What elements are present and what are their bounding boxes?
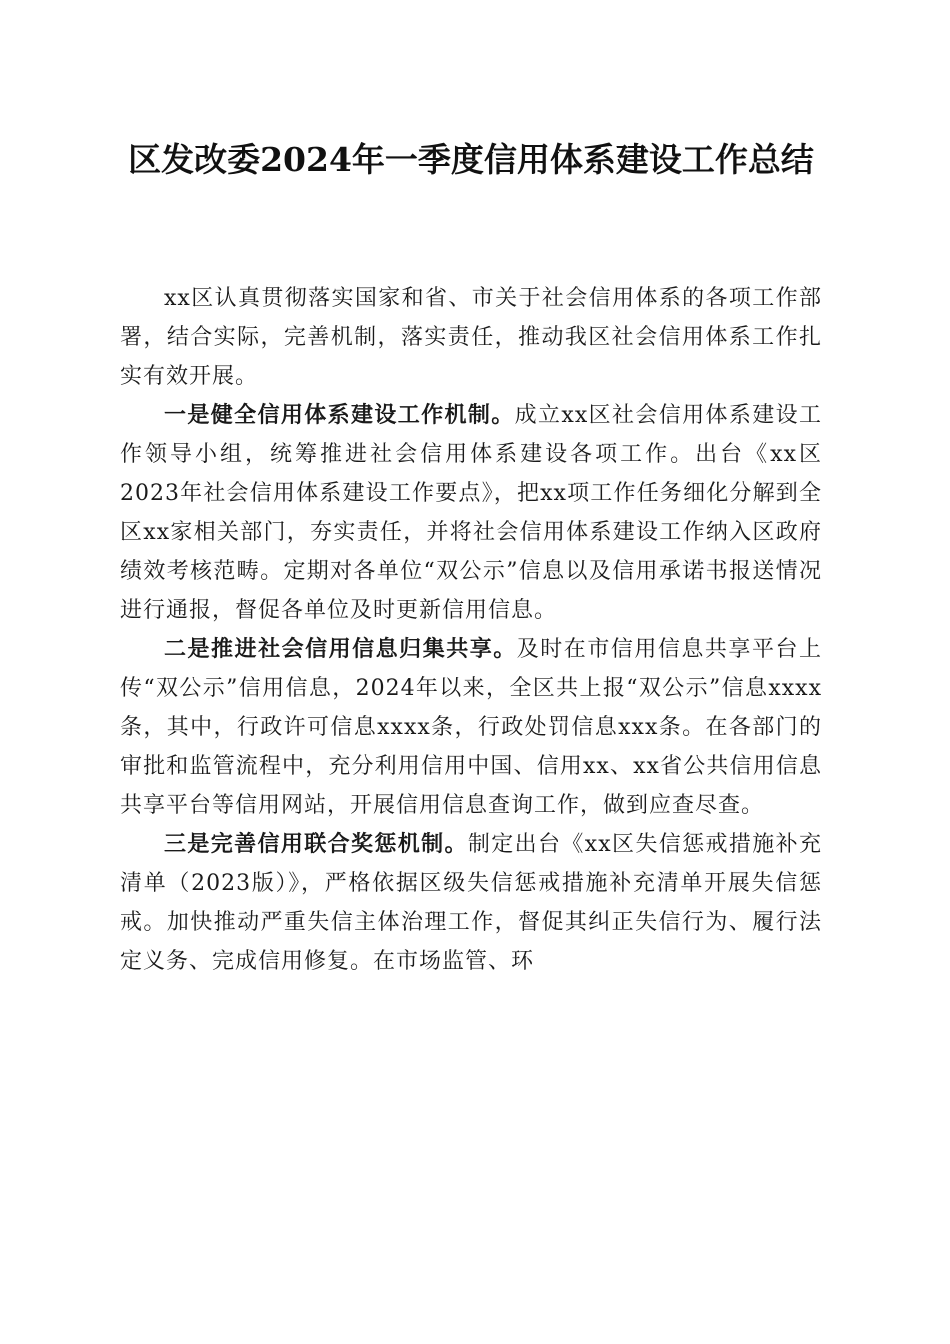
section-text-2: 及时在市信用信息共享平台上传“双公示”信用信息，2024年以来，全区共上报“双公示”信息xxxx条，其中，行政许可信息xxxx条，行政处罚信息xxx条。在各部门的审批和监管流程中，充分利用信用中国、信用xx、xx省公共信用信息共享平台等信用网站，开展信用信息查询工作，做到应查尽查。 xyxy=(120,637,822,818)
document-body xyxy=(120,279,822,981)
section-text-1: 成立xx区社会信用体系建设工作领导小组，统筹推进社会信用体系建设各项工作。出台《xx区2023年社会信用体系建设工作要点》，把xx项工作任务细化分解到全区xx家相关部门，夯实责任，并将社会信用体系建设工作纳入区政府绩效考核范畴。定期对各单位“双公示”信息以及信用承诺书报送情况进行通报，督促各单位及时更新信用信息。 xyxy=(120,403,822,623)
section-paragraph-2 xyxy=(120,630,822,825)
section-heading-2: 二是推进社会信用信息归集共享。 xyxy=(164,636,517,662)
document-title: 区发改委2024年一季度信用体系建设工作总结 xyxy=(128,140,814,179)
section-paragraph-1 xyxy=(120,396,822,630)
section-paragraph-3 xyxy=(120,825,822,981)
section-heading-1: 一是健全信用体系建设工作机制。 xyxy=(164,402,515,428)
section-text-3: 制定出台《xx区失信惩戒措施补充清单（2023版）》，严格依据区级失信惩戒措施补充清单开展失信惩戒。加快推动严重失信主体治理工作，督促其纠正失信行为、履行法定义务、完成信用修复。在市场监管、环 xyxy=(120,832,822,974)
section-heading-3: 三是完善信用联合奖惩机制。 xyxy=(164,831,468,857)
intro-paragraph: xx区认真贯彻落实国家和省、市关于社会信用体系的各项工作部署，结合实际，完善机制，落实责任，推动我区社会信用体系工作扎实有效开展。 xyxy=(120,286,822,389)
